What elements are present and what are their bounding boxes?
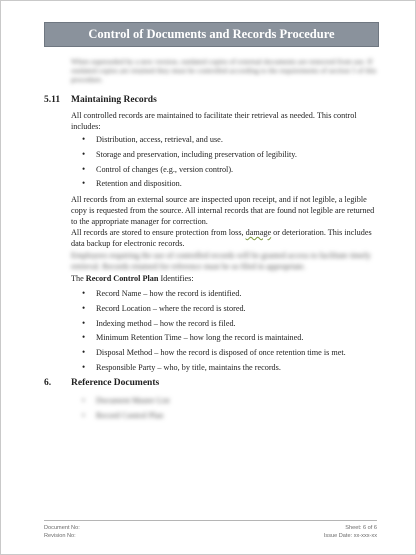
list-item-text: Responsible Party – who, by title, maintains the records. [96, 362, 281, 372]
section-5-11-number: 5.11 [44, 95, 61, 105]
records-control-list [71, 134, 381, 193]
bullet-icon: • [82, 134, 86, 144]
list-item-text: Indexing method – how the record is filed. [96, 318, 236, 328]
blurred-intro-paragraph: When superseded by a new version, outdated copies of external documents are removed from use. If outdated copies are retained they must be controlled according to the requirements of section 5 of this procedure. [71, 57, 377, 84]
blurred-access-paragraph: Employees requiring the use of controlled records will be granted access to facilitate timely retrieval. Records retained for reference must be so filed in appropriate. [71, 251, 371, 271]
footer-left [44, 524, 80, 540]
storage-text-start: All records are stored to ensure protection from loss, [71, 228, 246, 237]
list-item [71, 362, 381, 377]
list-item [71, 134, 381, 149]
sheet-number: Sheet: 6 of 6 [345, 525, 377, 531]
list-item-text: Storage and preservation, including preservation of legibility. [96, 149, 297, 159]
list-item [71, 303, 381, 318]
bullet-icon: • [82, 361, 86, 372]
section-5-11-intro: All controlled records are maintained to facilitate their retrieval as needed. This control includes: [71, 111, 357, 131]
bullet-icon: • [82, 302, 86, 313]
list-item-text: Record Location – where the record is stored. [96, 303, 246, 313]
list-item-text: Distribution, access, retrieval, and use. [96, 135, 223, 144]
issue-date: Issue Date: xx-xxx-xx [323, 533, 377, 539]
plan-name: Record Control Plan [85, 274, 159, 283]
page-footer [44, 520, 377, 539]
list-item [71, 347, 381, 362]
list-item-text: Disposal Method – how the record is disposed of once retention time is met. [96, 348, 346, 358]
list-item [71, 411, 271, 426]
list-item-text: Document Master List [96, 396, 170, 405]
list-item [71, 396, 271, 411]
bullet-icon: • [82, 317, 86, 328]
plan-suffix: Identifies: [158, 274, 194, 283]
list-item [71, 164, 381, 179]
list-item-text: Record Control Plan [96, 411, 164, 420]
external-records-paragraph: All records from an external source are inspected upon receipt, and if not legible, a legible copy is requested from the source. All internal records that are found not legible are returned to the appropriate manager for correction. [71, 195, 375, 226]
list-item-text: Retention and disposition. [96, 179, 182, 189]
page-title [44, 22, 379, 47]
list-item-text: Minimum Retention Time – how long the record is maintained. [96, 333, 304, 343]
list-item [71, 178, 381, 193]
section-5-11-heading: Maintaining Records [71, 95, 157, 105]
storage-paragraph [71, 227, 381, 249]
footer-right [324, 524, 377, 540]
list-item [71, 332, 381, 347]
bullet-icon: • [82, 288, 86, 298]
reference-documents-list [71, 396, 271, 426]
bullet-icon: • [82, 332, 86, 343]
section-6-heading: Reference Documents [71, 378, 160, 388]
list-item-text: Record Name – how the record is identified. [96, 289, 242, 298]
section-6-number: 6. [44, 378, 52, 388]
storage-text-end: or deterioration. This includes data backup for electronic records. [71, 228, 372, 248]
bullet-icon: • [82, 148, 86, 159]
revision-number-label: Revision No: [44, 533, 76, 539]
list-item-text: Control of changes (e.g., version control). [96, 164, 234, 174]
document-number-label: Document No: [44, 525, 80, 531]
plan-prefix: The [71, 274, 86, 283]
bullet-icon: • [82, 347, 86, 358]
bullet-icon: • [82, 178, 86, 189]
record-control-plan-intro [71, 273, 381, 284]
page-title-text: Control of Documents and Records Procedure [88, 27, 335, 41]
list-item [71, 288, 381, 303]
storage-text-damage: damage [245, 228, 272, 237]
list-item [71, 149, 381, 164]
bullet-icon: • [82, 411, 85, 420]
bullet-icon: • [82, 163, 86, 174]
list-item [71, 318, 381, 333]
record-control-plan-list [71, 288, 381, 377]
bullet-icon: • [82, 396, 85, 405]
